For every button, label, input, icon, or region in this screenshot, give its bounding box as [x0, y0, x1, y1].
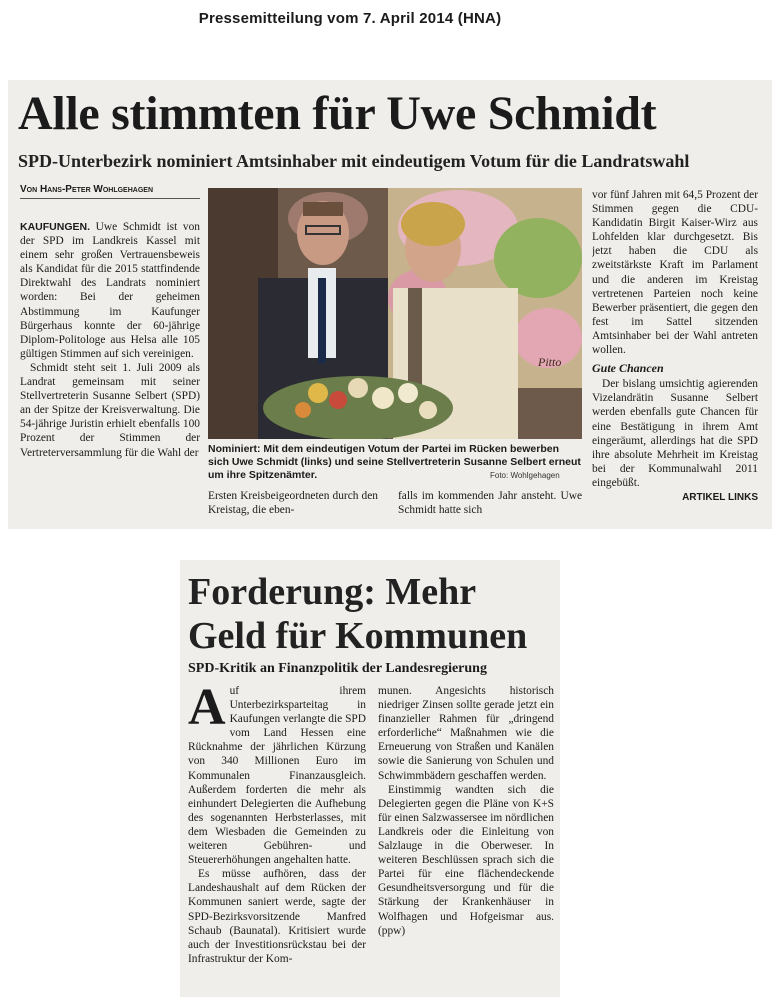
article-headline: Alle stimmten für Uwe Schmidt	[18, 87, 657, 140]
drop-cap: A	[188, 684, 226, 736]
text-below-photo	[208, 489, 582, 525]
article-byline: Von Hans-Peter Wohlgehagen	[20, 183, 200, 199]
photo-credit: Foto: Wohlgehagen	[490, 471, 560, 480]
paragraph: Es müsse aufhören, dass der Landeshaushalt auf dem Rücken der Kommunen saniert werde, sagte der SPD-Bezirksvorsitzende Manfred Schaub (Baunatal). Kritisiert wurde auch der Investitionsrückstau bei der Infrastruktur der Kom-	[188, 868, 366, 965]
article-photo	[208, 188, 582, 439]
paragraph: falls im kommenden Jahr ansteht. Uwe Schmidt hatte sich	[398, 490, 582, 517]
photo-caption: Nominiert: Mit dem eindeutigen Votum der Partei im Rücken bewerben sich Uwe Schmidt (links) und seine Stellvertreterin Susanne Selbert erneut um ihre Spitzenämter.	[208, 443, 581, 481]
article-headline: Forderung: Mehr Geld für Kommunen	[188, 571, 528, 657]
press-release-title: Pressemitteilung vom 7. April 2014 (HNA)	[198, 10, 502, 27]
paragraph: vor fünf Jahren mit 64,5 Prozent der Stimmen gegen die CDU-Kandidatin Birgit Kaiser-Wirz aus Lohfelden klar durchgesetzt. Bis jetzt haben die CDU als zweitstärkste Kraft im Parlament und die anderen im Kreistag vertretenen Parteien noch keine Bewerber präsentiert, die gegen den fest im Sattel sitzenden Amtsinhaber bei der Wahl antreten wollen.	[592, 189, 758, 357]
paragraph: munen. Angesichts historisch niedriger Zinsen sollte gerade jetzt ein finanzieller Rahmen für „dringend erforderliche“ Maßnahmen wie die Erneuerung von Straßen und Kanälen sowie die Sanierung von Schulen und Schwimmbädern geschaffen werden.	[378, 685, 554, 782]
article-subheadline: SPD-Unterbezirk nominiert Amtsinhaber mit eindeutigem Votum für die Landratswahl	[18, 151, 690, 171]
paragraph: Ersten Kreisbeigeordneten durch den Kreistag, die eben-	[208, 490, 378, 517]
continued-marker: ARTIKEL LINKS	[682, 491, 758, 503]
article-clipping-kommunen	[180, 560, 560, 997]
article-clipping-uwe-schmidt	[8, 80, 772, 529]
paragraph: Schmidt steht seit 1. Juli 2009 als Landrat gemeinsam mit seiner Stellvertreterin Susanne Selbert (SPD) an der Spitze der Kreisverwaltung. Die 54-jährige Juristin erhielt ebenfalls 100 Prozent der Stimmen der Vertreterversammlung für die Wahl der	[20, 361, 200, 459]
article-column-3	[592, 188, 758, 518]
article-column-1	[20, 220, 200, 520]
article-column-2	[378, 684, 554, 994]
paragraph: Uwe Schmidt ist von der SPD im Landkreis Kassel mit einem sehr großen Vertrauensbeweis als Kandidat für die 2015 stattfindende Direktwahl des Landrats nominiert worden: Bei der geheimen Abstimmung im Kaufunger Bürgerhaus konnte der 60-jährige Diplom-Politologe aus Helsa alle 105 gültigen Stimmen auf sich vereinigen.	[20, 221, 200, 360]
section-subtitle: Gute Chancen	[592, 361, 664, 376]
painting-signature: Pitto	[538, 355, 562, 369]
article-column-1	[188, 684, 366, 994]
dateline: KAUFUNGEN.	[20, 221, 90, 233]
paragraph: uf ihrem Unterbezirksparteitag in Kaufungen verlangte die SPD vom Land Hessen eine Rücknahme der jährlichen Kürzung von 340 Millionen Euro im Kommunalen Finanzausgleich. Außerdem forderten die mehr als einhundert Delegierten die Aufhebung des sogenannten Herbsterlasses, mit dem Wiesbaden die Gemeinden zu weiteren Gebühren- und Steuererhöhungen angehalten hatte.	[188, 685, 366, 867]
paragraph: Der bislang umsichtig agierenden Vizelandrätin Susanne Selbert werden ebenfalls gute Chancen für eine Bestätigung in ihrem Amt eingeräumt, allerdings hat die SPD ihre absolute Mehrheit im Kreistag bei der Kommunalwahl 2011 eingebüßt.	[592, 378, 758, 489]
article-subheadline: SPD-Kritik an Finanzpolitik der Landesregierung	[188, 661, 487, 676]
paragraph: Einstimmig wandten sich die Delegierten gegen die Pläne von K+S für einen Salzwassersee im nördlichen Landkreis oder die Einleitung von Salzlauge in die Oberweser. In weiteren Beschlüssen sprach sich die Partei für eine flächendeckende Gesundheitsversorgung und für die Stärkung der Krankenhäuser in Wolfhagen und Hofgeismar aus. (ppw)	[378, 783, 554, 937]
